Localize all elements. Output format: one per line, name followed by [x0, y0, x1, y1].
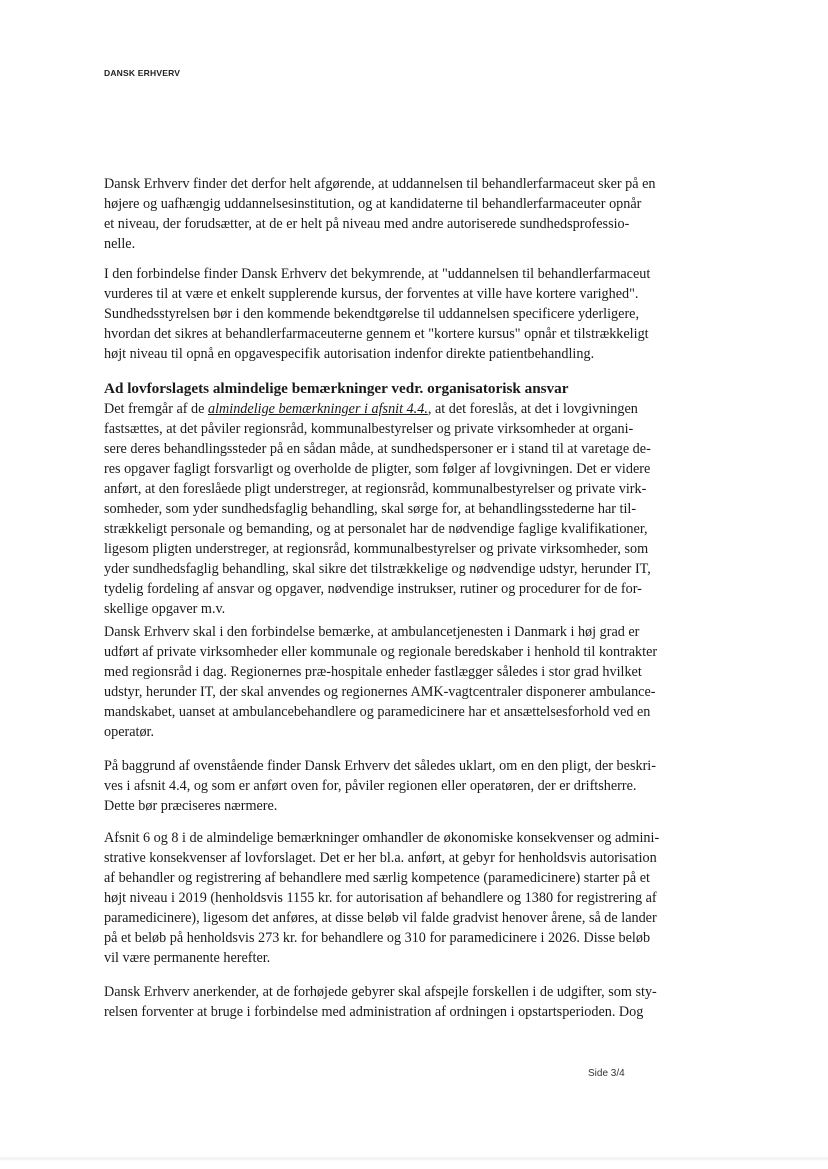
text-line: Dansk Erhverv skal i den forbindelse bemærke, at ambulancetjenesten i Danmark i høj grad er — [104, 624, 640, 640]
paragraph-6 — [104, 828, 716, 968]
text-line: på et beløb på henholdsvis 273 kr. for behandlere og 310 for paramedicinere i 2026. Disse beløb — [104, 930, 651, 946]
text-line: højt niveau i 2019 (henholdsvis 1155 kr. for autorisation af behandlere og 1380 for registrering af — [104, 890, 657, 906]
text-line: et niveau, der forudsætter, at de er helt på niveau med andre autoriserede sundhedsprofessio- — [104, 216, 630, 232]
text-line — [104, 399, 716, 419]
text-line: ligesom pligten understreger, at regionsråd, kommunalbestyrelser og private virksomheder, som — [104, 541, 649, 557]
text-line: skellige opgaver m.v. — [104, 601, 226, 617]
text-line: af behandler og registrering af behandlere med særlig kompetence (paramedicinere) starter på et — [104, 870, 650, 886]
text-line: yder sundhedsfaglig behandling, skal sikre det tilstrækkelige og nødvendige udstyr, herunder IT, — [104, 561, 651, 577]
section-organizational-responsibility — [104, 379, 716, 619]
organization-header: DANSK ERHVERV — [104, 68, 181, 78]
text-line: På baggrund af ovenstående finder Dansk Erhverv det således uklart, om en den pligt, der beskri- — [104, 758, 656, 774]
paragraph-4 — [104, 622, 716, 742]
paragraph-5 — [104, 756, 716, 816]
text-line: vurderes til at være et enkelt supplerende kursus, der forventes at ville have kortere varighed". — [104, 286, 639, 302]
text-line: Dansk Erhverv anerkender, at de forhøjede gebyrer skal afspejle forskellen i de udgifter, som sty- — [104, 984, 657, 1000]
paragraph-2 — [104, 264, 716, 364]
section-heading: Ad lovforslagets almindelige bemærkninger vedr. organisatorisk ansvar — [104, 380, 569, 397]
text-line: højere og uafhængig uddannelsesinstitution, og at kandidaterne til behandlerfarmaceuter opnår — [104, 196, 642, 212]
text-line: fastsættes, at det påviler regionsråd, kommunalbestyrelser og private virksomheder at organi- — [104, 421, 634, 437]
text-line: sere deres behandlingssteder på en sådan måde, at sundhedspersoner er i stand til at varetage de- — [104, 441, 651, 457]
text-line: strative konsekvenser af lovforslaget. Det er her bl.a. anført, at gebyr for henholdsvis autorisation — [104, 850, 657, 866]
text-line: Dette bør præciseres nærmere. — [104, 798, 278, 814]
text-line: I den forbindelse finder Dansk Erhverv det bekymrende, at "uddannelsen til behandlerfarmaceut — [104, 266, 651, 282]
text-line: mandskabet, uanset at ambulancebehandlere og paramedicinere har et ansættelsesforhold ved en — [104, 704, 651, 720]
text-line: med regionsråd i dag. Regionernes præ-hospitale enheder fastlægger således i stor grad hvilket — [104, 664, 642, 680]
text-line: res opgaver fagligt forsvarligt og overholde de pligter, som følger af lovgivningen. Det er videre — [104, 461, 651, 477]
text-line: tydelig fordeling af ansvar og opgaver, nødvendige instrukser, rutiner og procedurer for de for- — [104, 581, 642, 597]
text-line: nelle. — [104, 236, 136, 252]
text-line: udført af private virksomheder eller kommunale og regionale beredskaber i henhold til kontrakter — [104, 644, 658, 660]
text-line: somheder, som yder sundhedsfaglig behandling, skal sørge for, at behandlingsstederne har til- — [104, 501, 637, 517]
text-line: paramedicinere), ligesom det anføres, at disse beløb vil falde gradvist henover årene, så de lander — [104, 910, 657, 926]
text-line: operatør. — [104, 724, 155, 740]
scan-edge — [0, 1156, 828, 1161]
text-line: højt niveau til opnå en opgavespecifik autorisation indenfor direkte patientbehandling. — [104, 346, 595, 362]
text-segment: Det fremgår af de — [104, 401, 208, 417]
text-line: Sundhedsstyrelsen bør i den kommende bekendtgørelse til uddannelsen specificere yderligere, — [104, 306, 640, 322]
text-line: vil være permanente herefter. — [104, 950, 271, 966]
page-number: Side 3/4 — [588, 1068, 625, 1079]
text-segment: , at det foreslås, at det i lovgivningen — [427, 401, 638, 417]
text-line: Afsnit 6 og 8 i de almindelige bemærkninger omhandler de økonomiske konsekvenser og admini- — [104, 830, 660, 846]
text-line: relsen forventer at bruge i forbindelse med administration af ordningen i opstartsperioden. Dog — [104, 1004, 644, 1020]
text-line: anført, at den foreslåede pligt understreger, at regionsråd, kommunalbestyrelser og private virk- — [104, 481, 647, 497]
text-line: strækkeligt personale og bemanding, og at personalet har de nødvendige faglige kvalifikationer, — [104, 521, 648, 537]
text-line: hvordan det sikres at behandlerfarmaceuterne gennem et "kortere kursus" opnår et tilstrækkeligt — [104, 326, 649, 342]
section-reference-link[interactable]: almindelige bemærkninger i afsnit 4.4. — [207, 401, 428, 417]
paragraph-1 — [104, 174, 716, 254]
text-line: Dansk Erhverv finder det derfor helt afgørende, at uddannelsen til behandlerfarmaceut sker på en — [104, 176, 656, 192]
text-line: ves i afsnit 4.4, og som er anført oven for, påviler regionen eller operatøren, der er driftsherre. — [104, 778, 637, 794]
paragraph-7 — [104, 982, 716, 1022]
text-line: udstyr, herunder IT, der skal anvendes og regionernes AMK-vagtcentraler disponerer ambulance- — [104, 684, 656, 700]
